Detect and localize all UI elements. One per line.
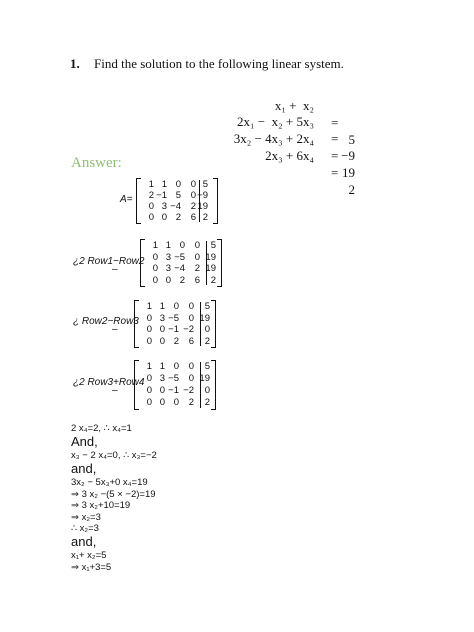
equation-lhs: x₁ + x₂ [274, 98, 314, 113]
connector-word: And, [71, 434, 98, 449]
matrix-cell: −1 [168, 385, 179, 396]
matrix-cell: 1 [161, 179, 167, 190]
matrix-label: ¿2 Row1−Row2 [73, 256, 145, 267]
matrix-cell: 5 [204, 361, 210, 372]
solution-step: ⇒ x₂=3 [71, 512, 101, 523]
matrix-cell: 2 [188, 397, 194, 408]
solution-step: x₁+ x₂=5 [71, 550, 107, 561]
label-underscore: – [112, 264, 118, 275]
connector-word: and, [71, 461, 97, 476]
matrix-cell: 6 [190, 212, 196, 223]
matrix-cell: 19 [205, 263, 216, 274]
matrix-cell: −5 [174, 251, 185, 263]
matrix-cell: −9 [197, 190, 208, 201]
matrix-cell: 2 [202, 212, 208, 223]
matrix-cell: 19 [197, 201, 208, 212]
matrix-cell: 0 [204, 385, 210, 396]
solution-step: ∴ x₂=3 [71, 523, 99, 534]
equation-equals: = [331, 165, 339, 180]
matrix-cell: 0 [159, 385, 165, 396]
matrix-cell: 3 [165, 251, 171, 263]
equation-equals: = [331, 115, 339, 130]
matrix-label: A= [120, 194, 133, 205]
matrix-cell: −2 [183, 385, 194, 396]
left-bracket [134, 360, 139, 410]
matrix-cell: 0 [188, 301, 194, 312]
matrix-cell: 2 [194, 263, 200, 274]
matrix-cell: 0 [159, 335, 165, 347]
matrix-cell: 0 [152, 274, 158, 286]
matrix-cell: 1 [165, 240, 171, 251]
right-bracket [211, 360, 216, 410]
matrix-cell: 2 [175, 212, 181, 223]
matrix-label: ¿ Row2−Row3 [73, 316, 139, 327]
matrix-cell: 0 [175, 179, 181, 190]
equation-lhs: 2x₃ + 6x₄ [265, 148, 314, 163]
matrix-cell: 0 [152, 251, 158, 263]
equation-rhs: 2 [348, 182, 355, 197]
augmented-matrix-step-3 [134, 360, 216, 410]
equation-lhs: 3x₂ − 4x₃ + 2x₄ [233, 131, 314, 146]
solution-step: 3x₂ − 5x₃+0 x₄=19 [71, 477, 148, 488]
solution-step: x₃ − 2 x₄=0, ∴ x₃=−2 [71, 450, 157, 461]
matrix-cell: 0 [194, 240, 200, 251]
matrix-cell: 0 [165, 274, 171, 286]
left-bracket [134, 300, 139, 348]
matrix-cell: 0 [173, 361, 179, 372]
matrix-cell: 0 [188, 361, 194, 372]
matrix-cell: 0 [159, 397, 165, 408]
matrix-cell: 0 [173, 301, 179, 312]
matrix-cell: 6 [188, 335, 194, 347]
matrix-cell: −2 [183, 324, 194, 335]
matrix-cell: 5 [202, 179, 208, 190]
equation-4 [0, 130, 474, 215]
matrix-cell: −4 [170, 201, 181, 212]
solution-step: 2 x₄=2, ∴ x₄=1 [71, 423, 132, 434]
matrix-cell: 1 [146, 361, 152, 372]
problem-prompt: Find the solution to the following linear system. [94, 56, 344, 71]
matrix-cell: 0 [159, 324, 165, 335]
equation-rhs: −9 [341, 148, 355, 163]
matrix-cell: 2 [173, 335, 179, 347]
equation-rhs: 5 [348, 132, 355, 147]
left-bracket [140, 239, 145, 287]
matrix-cell: 0 [188, 373, 194, 384]
matrix-cell: 6 [194, 274, 200, 286]
left-bracket [136, 178, 141, 224]
matrix-cell: 3 [165, 263, 171, 274]
solution-step: ⇒ 3 x₂ −(5 × −2)=19 [71, 489, 156, 500]
label-underscore: – [112, 385, 118, 396]
answer-label: Answer: [71, 155, 122, 171]
right-bracket [211, 300, 216, 348]
matrix-cell: 5 [210, 240, 216, 251]
matrix-cell: 0 [146, 385, 152, 396]
matrix-cell: 19 [199, 312, 210, 324]
matrix-cell: 0 [148, 201, 154, 212]
matrix-cell: 0 [146, 312, 152, 324]
matrix-cell: 0 [146, 397, 152, 408]
matrix-cell: 3 [161, 201, 167, 212]
matrix-cell: 0 [194, 251, 200, 263]
equation-rhs: 19 [342, 165, 355, 180]
matrix-cell: 0 [152, 263, 158, 274]
matrix-cell: 19 [199, 373, 210, 384]
problem-number: 1. [70, 56, 80, 71]
matrix-cell: 0 [173, 397, 179, 408]
matrix-cell: 0 [146, 335, 152, 347]
matrix-cell: 1 [148, 179, 154, 190]
label-underscore: – [112, 324, 118, 335]
matrix-cell: 0 [148, 212, 154, 223]
matrix-cell: 5 [204, 301, 210, 312]
matrix-cell: 1 [146, 301, 152, 312]
right-bracket [217, 239, 222, 287]
equation-equals: = [331, 131, 339, 146]
augmented-matrix-a [136, 178, 218, 224]
matrix-cell: −5 [168, 312, 179, 324]
equation-lhs: 2x₁ − x₂ + 5x₃ [236, 114, 314, 129]
matrix-cell: 3 [159, 312, 165, 324]
matrix-cell: 1 [152, 240, 158, 251]
right-bracket [213, 178, 218, 224]
matrix-cell: 5 [175, 190, 181, 201]
matrix-cell: −5 [168, 373, 179, 384]
connector-word: and, [71, 534, 97, 549]
matrix-cell: 0 [161, 212, 167, 223]
matrix-cell: 0 [190, 179, 196, 190]
matrix-cell: 3 [159, 373, 165, 384]
augmented-matrix-step-2 [134, 300, 216, 348]
matrix-cell: 2 [204, 335, 210, 347]
matrix-cell: −4 [174, 263, 185, 274]
matrix-cell: 0 [179, 240, 185, 251]
matrix-label: ¿2 Row3+Row4 [73, 377, 145, 388]
equation-equals: = [331, 148, 339, 163]
matrix-cell: 0 [146, 373, 152, 384]
matrix-cell: 2 [179, 274, 185, 286]
matrix-cell: 0 [204, 324, 210, 335]
solution-step: ⇒ x₁+3=5 [71, 562, 112, 573]
matrix-cell: 1 [159, 301, 165, 312]
matrix-cell: −1 [156, 190, 167, 201]
matrix-cell: 1 [159, 361, 165, 372]
matrix-cell: 2 [148, 190, 154, 201]
matrix-cell: 0 [146, 324, 152, 335]
solution-step: ⇒ 3 x₂+10=19 [71, 500, 131, 511]
matrix-cell: 19 [205, 251, 216, 263]
augmented-matrix-step-1 [140, 239, 222, 287]
matrix-cell: 2 [190, 201, 196, 212]
matrix-cell: −1 [168, 324, 179, 335]
matrix-cell: 0 [188, 312, 194, 324]
matrix-cell: 0 [190, 190, 196, 201]
matrix-cell: 2 [204, 397, 210, 408]
matrix-cell: 2 [210, 274, 216, 286]
